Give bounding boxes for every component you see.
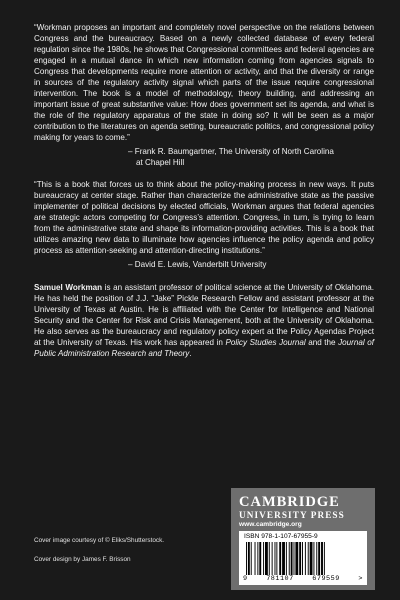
publisher-press: UNIVERSITY PRESS — [239, 510, 345, 520]
journal-name-1: Policy Studies Journal — [225, 338, 306, 347]
author-bio-text-3: . — [189, 349, 192, 358]
author-bio — [34, 282, 374, 359]
barcode-digit-group-4: > — [358, 575, 363, 583]
barcode-panel — [239, 531, 367, 585]
review-attribution-1-line1: – Frank R. Baumgartner, The University of North Carolina — [128, 147, 334, 156]
author-name: Samuel Workman — [34, 283, 103, 292]
review-quote-1: “Workman proposes an important and completely novel perspective on the relations between Congress and the bureaucracy. Based on a newly collected database of every federal regulation since the 1980s, he shows that Congressional committees and federal agencies are engaged in a mutual dance in which new information coming from agencies signals to Congress that developments require more attention or activity, and that the diversity or range in sources of the regulatory activity signal which parts of the issue require congressional intervention. The book is a model of methodology, theory building, and addressing an important issue of great substantive value: How does government set its agenda, and what is the role of the regulatory apparatus of the state in doing so? It will be seen as a major contribution to the literatures on agenda setting, bureaucratic politics, and congressional policy making for years to come.” — [34, 23, 374, 142]
cover-design-credit: Cover design by James F. Brisson — [34, 556, 131, 563]
isbn-label: ISBN 978-1-107-67955-9 — [244, 533, 318, 540]
journal-name-2: Journal of Public Administration Research and Theory — [34, 338, 374, 358]
publisher-url: www.cambridge.org — [239, 521, 302, 528]
publisher-name: CAMBRIDGE — [239, 494, 340, 510]
author-bio-text: is an assistant professor of political science at the University of Oklahoma. He has held the position of J.J. “Jake” Pickle Research Fellow and assistant professor at the University of Texas at Austin. He is affiliated with the Center for Intelligence and National Security and the Center for Risk and Crisis Management, both at the University of Oklahoma. He also serves as the bureaucracy and regulatory policy expert at the Policy Agendas Project at the University of Texas. His work has appeared in — [34, 283, 374, 347]
cover-image-credit: Cover image courtesy of © Eliks/Shutterstock. — [34, 537, 165, 544]
back-cover-text — [34, 22, 374, 359]
barcode-digit-group-1: 9 — [243, 575, 248, 583]
review-attribution-1 — [128, 146, 374, 168]
barcode-digit-group-2: 781107 — [266, 575, 294, 583]
review-attribution-2: – David E. Lewis, Vanderbilt University — [128, 260, 267, 269]
barcode-digits — [243, 575, 363, 583]
review-attribution-1-line2: at Chapel Hill — [136, 158, 185, 167]
barcode-digit-group-3: 679559 — [312, 575, 340, 583]
publisher-block — [231, 488, 375, 590]
author-bio-text-2: and the — [305, 338, 339, 347]
barcode-icon — [244, 542, 362, 575]
review-quote-2: “This is a book that forces us to think about the policy-making process in new ways. It puts bureaucracy at center stage. Rather than characterize the administrative state as the passive implementer of political decisions by elected officials, Workman argues that federal agencies are strategic actors competing for Congress’s attention. Congress, in turn, is trying to learn from the administrative state and shape its information-providing activities. This is a book that utilizes amazing new data to illuminate how agencies influence the policy agenda and policy process as attention-seeking and attention-directing institutions.” — [34, 180, 374, 255]
publisher-logo — [239, 495, 367, 532]
cover-credits — [34, 537, 164, 575]
